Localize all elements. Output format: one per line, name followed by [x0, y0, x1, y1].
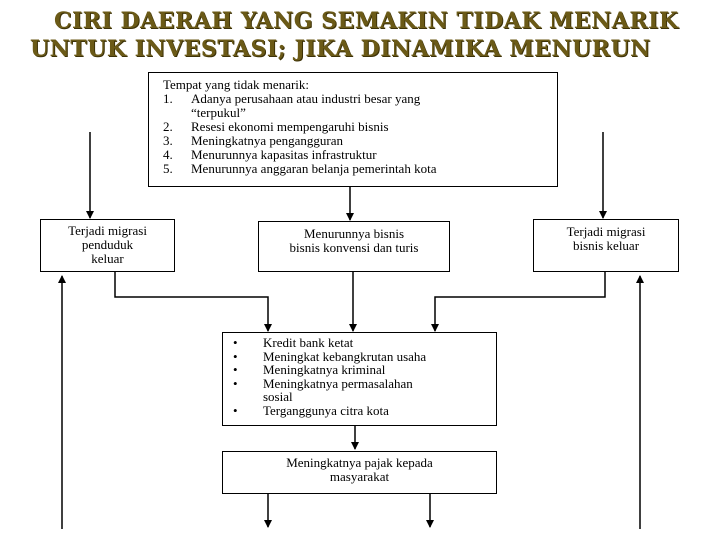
list-item: 5. Menurunnya anggaran belanja pemerintah kota — [163, 161, 437, 176]
list-item: • Meningkatnya permasalahan — [233, 375, 413, 391]
title-line-1: CIRI DAERAH YANG SEMAKIN TIDAK MENARIK — [54, 8, 679, 34]
list-item: 2. Resesi ekonomi mempengaruhi bisnis — [163, 119, 389, 134]
title-line-2: UNTUK INVESTASI; JIKA DINAMIKA MENURUN — [30, 36, 651, 62]
left-box-population-migration: Terjadi migrasi penduduk keluar — [40, 219, 175, 272]
top-box-list — [163, 92, 549, 176]
list-item: 1. Adanya perusahaan atau industri besar yang — [163, 91, 421, 106]
effects-box — [222, 332, 497, 426]
list-item: • Kredit bank ketat — [233, 335, 354, 350]
top-box-unattractive-places — [148, 72, 558, 187]
arrow-left-to-effects — [115, 272, 268, 331]
tax-box: Meningkatnya pajak kepada masyarakat — [222, 451, 497, 494]
list-item: • Terganggunya citra kota — [233, 402, 389, 418]
list-item: • Meningkatnya kriminal — [233, 362, 386, 377]
list-item: sosial — [263, 389, 293, 404]
list-item: • Meningkat kebangkrutan usaha — [233, 348, 427, 364]
top-box-heading: Tempat yang tidak menarik: — [163, 77, 310, 92]
middle-box-declining-business: Menurunnya bisnis bisnis konvensi dan turis — [258, 221, 450, 272]
right-box-business-migration: Terjadi migrasi bisnis keluar — [533, 219, 679, 272]
list-item: 4. Menurunnya kapasitas infrastruktur — [163, 147, 377, 162]
arrow-right-to-effects — [435, 272, 605, 331]
list-item: “terpukul” — [191, 105, 246, 120]
list-item: 3. Meningkatnya pengangguran — [163, 133, 343, 148]
effects-list — [223, 336, 496, 417]
